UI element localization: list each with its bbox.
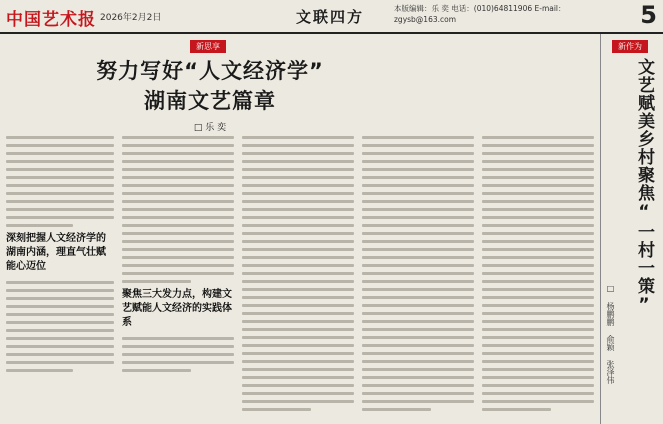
headline-line-2: 湖南文艺篇章 bbox=[144, 89, 276, 113]
newspaper-logo: 中国艺术报 bbox=[6, 10, 96, 30]
text-placeholder bbox=[122, 337, 234, 340]
text-placeholder bbox=[482, 408, 551, 411]
text-placeholder bbox=[242, 408, 311, 411]
text-placeholder bbox=[242, 376, 354, 379]
text-placeholder bbox=[362, 176, 474, 179]
text-placeholder bbox=[362, 344, 474, 347]
text-placeholder bbox=[362, 320, 474, 323]
text-placeholder bbox=[6, 345, 114, 348]
text-placeholder bbox=[362, 400, 474, 403]
side-headline: 文艺赋美乡村聚焦“一村一策” bbox=[634, 58, 654, 316]
article-headline bbox=[0, 56, 420, 116]
text-placeholder bbox=[242, 152, 354, 155]
text-placeholder bbox=[482, 400, 594, 403]
text-placeholder bbox=[362, 336, 474, 339]
text-placeholder bbox=[122, 232, 234, 235]
text-placeholder bbox=[242, 352, 354, 355]
editor-contact: 本版编辑：乐 奕 电话：(010)64811906 E-mail：zgysb@163.com bbox=[394, 4, 566, 24]
text-placeholder bbox=[482, 288, 594, 291]
text-placeholder bbox=[362, 360, 474, 363]
text-placeholder bbox=[362, 216, 474, 219]
body-column-4 bbox=[362, 136, 474, 422]
text-placeholder bbox=[482, 312, 594, 315]
text-placeholder bbox=[482, 224, 594, 227]
text-placeholder bbox=[482, 208, 594, 211]
text-placeholder bbox=[362, 312, 474, 315]
text-placeholder bbox=[482, 232, 594, 235]
text-placeholder bbox=[242, 296, 354, 299]
text-placeholder bbox=[122, 200, 234, 203]
text-placeholder bbox=[6, 321, 114, 324]
text-placeholder bbox=[362, 288, 474, 291]
text-placeholder bbox=[6, 369, 73, 372]
text-placeholder bbox=[6, 313, 114, 316]
text-placeholder bbox=[242, 304, 354, 307]
text-placeholder bbox=[482, 256, 594, 259]
text-placeholder bbox=[122, 160, 234, 163]
text-placeholder bbox=[122, 353, 234, 356]
text-placeholder bbox=[482, 328, 594, 331]
article-body bbox=[6, 136, 600, 422]
text-placeholder bbox=[6, 200, 114, 203]
text-placeholder bbox=[122, 184, 234, 187]
text-placeholder bbox=[362, 368, 474, 371]
text-placeholder bbox=[242, 216, 354, 219]
text-placeholder bbox=[362, 304, 474, 307]
text-placeholder bbox=[242, 248, 354, 251]
text-placeholder bbox=[242, 232, 354, 235]
text-placeholder bbox=[362, 168, 474, 171]
side-section-tag: 新作为 bbox=[612, 40, 648, 53]
text-placeholder bbox=[482, 264, 594, 267]
text-placeholder bbox=[242, 384, 354, 387]
text-placeholder bbox=[242, 360, 354, 363]
text-placeholder bbox=[362, 152, 474, 155]
text-placeholder bbox=[242, 312, 354, 315]
text-placeholder bbox=[362, 160, 474, 163]
text-placeholder bbox=[242, 328, 354, 331]
main-article bbox=[0, 34, 601, 424]
text-placeholder bbox=[482, 368, 594, 371]
text-placeholder bbox=[242, 192, 354, 195]
text-placeholder bbox=[122, 136, 234, 139]
text-placeholder bbox=[242, 256, 354, 259]
body-column-2 bbox=[122, 136, 234, 422]
text-placeholder bbox=[242, 400, 354, 403]
text-placeholder bbox=[122, 152, 234, 155]
text-placeholder bbox=[242, 320, 354, 323]
text-placeholder bbox=[482, 176, 594, 179]
text-placeholder bbox=[6, 353, 114, 356]
text-placeholder bbox=[242, 368, 354, 371]
text-placeholder bbox=[482, 280, 594, 283]
text-placeholder bbox=[482, 296, 594, 299]
text-placeholder bbox=[242, 200, 354, 203]
text-placeholder bbox=[6, 329, 114, 332]
text-placeholder bbox=[482, 272, 594, 275]
text-placeholder bbox=[242, 176, 354, 179]
text-placeholder bbox=[122, 345, 234, 348]
subhead-2: 聚焦三大发力点，构建文艺赋能人文经济的实践体系 bbox=[122, 289, 232, 328]
text-placeholder bbox=[482, 320, 594, 323]
text-placeholder bbox=[122, 144, 234, 147]
text-placeholder bbox=[482, 392, 594, 395]
text-placeholder bbox=[362, 200, 474, 203]
text-placeholder bbox=[362, 280, 474, 283]
text-placeholder bbox=[482, 384, 594, 387]
text-placeholder bbox=[242, 392, 354, 395]
text-placeholder bbox=[362, 136, 474, 139]
text-placeholder bbox=[6, 216, 114, 219]
text-placeholder bbox=[122, 361, 234, 364]
text-placeholder bbox=[242, 240, 354, 243]
text-placeholder bbox=[6, 136, 114, 139]
text-placeholder bbox=[362, 232, 474, 235]
text-placeholder bbox=[6, 168, 114, 171]
text-placeholder bbox=[242, 144, 354, 147]
page-number: 5 bbox=[640, 1, 657, 29]
text-placeholder bbox=[6, 184, 114, 187]
text-placeholder bbox=[242, 280, 354, 283]
text-placeholder bbox=[6, 192, 114, 195]
text-placeholder bbox=[242, 344, 354, 347]
text-placeholder bbox=[482, 216, 594, 219]
text-placeholder bbox=[362, 272, 474, 275]
article-byline: □ 乐 奕 bbox=[193, 123, 227, 133]
text-placeholder bbox=[122, 192, 234, 195]
text-placeholder bbox=[6, 224, 73, 227]
text-placeholder bbox=[482, 144, 594, 147]
text-placeholder bbox=[122, 264, 234, 267]
section-tag: 新思享 bbox=[190, 40, 226, 53]
issue-date: 2026年2月2日 bbox=[100, 13, 162, 23]
text-placeholder bbox=[362, 256, 474, 259]
text-placeholder bbox=[482, 248, 594, 251]
text-placeholder bbox=[362, 408, 431, 411]
text-placeholder bbox=[362, 144, 474, 147]
side-article bbox=[602, 34, 663, 424]
text-placeholder bbox=[482, 304, 594, 307]
text-placeholder bbox=[242, 288, 354, 291]
subhead-1: 深刻把握人文经济学的湖南内涵，理直气壮赋能心迈位 bbox=[6, 233, 106, 272]
text-placeholder bbox=[362, 240, 474, 243]
text-placeholder bbox=[362, 184, 474, 187]
headline-line-1: 努力写好“人文经济学” bbox=[96, 59, 324, 83]
text-placeholder bbox=[362, 264, 474, 267]
text-placeholder bbox=[6, 281, 114, 284]
text-placeholder bbox=[122, 369, 191, 372]
text-placeholder bbox=[482, 152, 594, 155]
text-placeholder bbox=[6, 289, 114, 292]
text-placeholder bbox=[6, 208, 114, 211]
side-byline: □ 杨鹏鹏 俞颖 张泽伟 bbox=[606, 284, 615, 384]
section-title: 文联四方 bbox=[296, 8, 365, 26]
text-placeholder bbox=[122, 240, 234, 243]
text-placeholder bbox=[362, 296, 474, 299]
text-placeholder bbox=[6, 337, 114, 340]
text-placeholder bbox=[242, 264, 354, 267]
text-placeholder bbox=[362, 352, 474, 355]
text-placeholder bbox=[482, 352, 594, 355]
text-placeholder bbox=[482, 200, 594, 203]
text-placeholder bbox=[362, 328, 474, 331]
text-placeholder bbox=[482, 136, 594, 139]
text-placeholder bbox=[122, 272, 234, 275]
text-placeholder bbox=[482, 184, 594, 187]
text-placeholder bbox=[122, 168, 234, 171]
text-placeholder bbox=[482, 336, 594, 339]
text-placeholder bbox=[122, 176, 234, 179]
text-placeholder bbox=[242, 272, 354, 275]
text-placeholder bbox=[6, 305, 114, 308]
text-placeholder bbox=[122, 280, 191, 283]
text-placeholder bbox=[362, 392, 474, 395]
text-placeholder bbox=[242, 160, 354, 163]
text-placeholder bbox=[362, 192, 474, 195]
text-placeholder bbox=[6, 160, 114, 163]
text-placeholder bbox=[242, 136, 354, 139]
text-placeholder bbox=[482, 192, 594, 195]
text-placeholder bbox=[6, 152, 114, 155]
text-placeholder bbox=[6, 297, 114, 300]
text-placeholder bbox=[362, 208, 474, 211]
text-placeholder bbox=[242, 208, 354, 211]
text-placeholder bbox=[122, 256, 234, 259]
text-placeholder bbox=[362, 384, 474, 387]
text-placeholder bbox=[482, 376, 594, 379]
text-placeholder bbox=[6, 144, 114, 147]
text-placeholder bbox=[482, 160, 594, 163]
body-column-5 bbox=[482, 136, 594, 422]
text-placeholder bbox=[242, 224, 354, 227]
text-placeholder bbox=[362, 376, 474, 379]
text-placeholder bbox=[482, 240, 594, 243]
text-placeholder bbox=[362, 224, 474, 227]
text-placeholder bbox=[242, 184, 354, 187]
masthead bbox=[0, 0, 663, 34]
text-placeholder bbox=[482, 360, 594, 363]
text-placeholder bbox=[362, 248, 474, 251]
text-placeholder bbox=[482, 344, 594, 347]
body-column-3 bbox=[242, 136, 354, 422]
text-placeholder bbox=[122, 208, 234, 211]
text-placeholder bbox=[122, 248, 234, 251]
body-column-1 bbox=[6, 136, 114, 422]
text-placeholder bbox=[6, 176, 114, 179]
text-placeholder bbox=[6, 361, 114, 364]
text-placeholder bbox=[242, 336, 354, 339]
text-placeholder bbox=[482, 168, 594, 171]
text-placeholder bbox=[122, 216, 234, 219]
text-placeholder bbox=[122, 224, 234, 227]
text-placeholder bbox=[242, 168, 354, 171]
